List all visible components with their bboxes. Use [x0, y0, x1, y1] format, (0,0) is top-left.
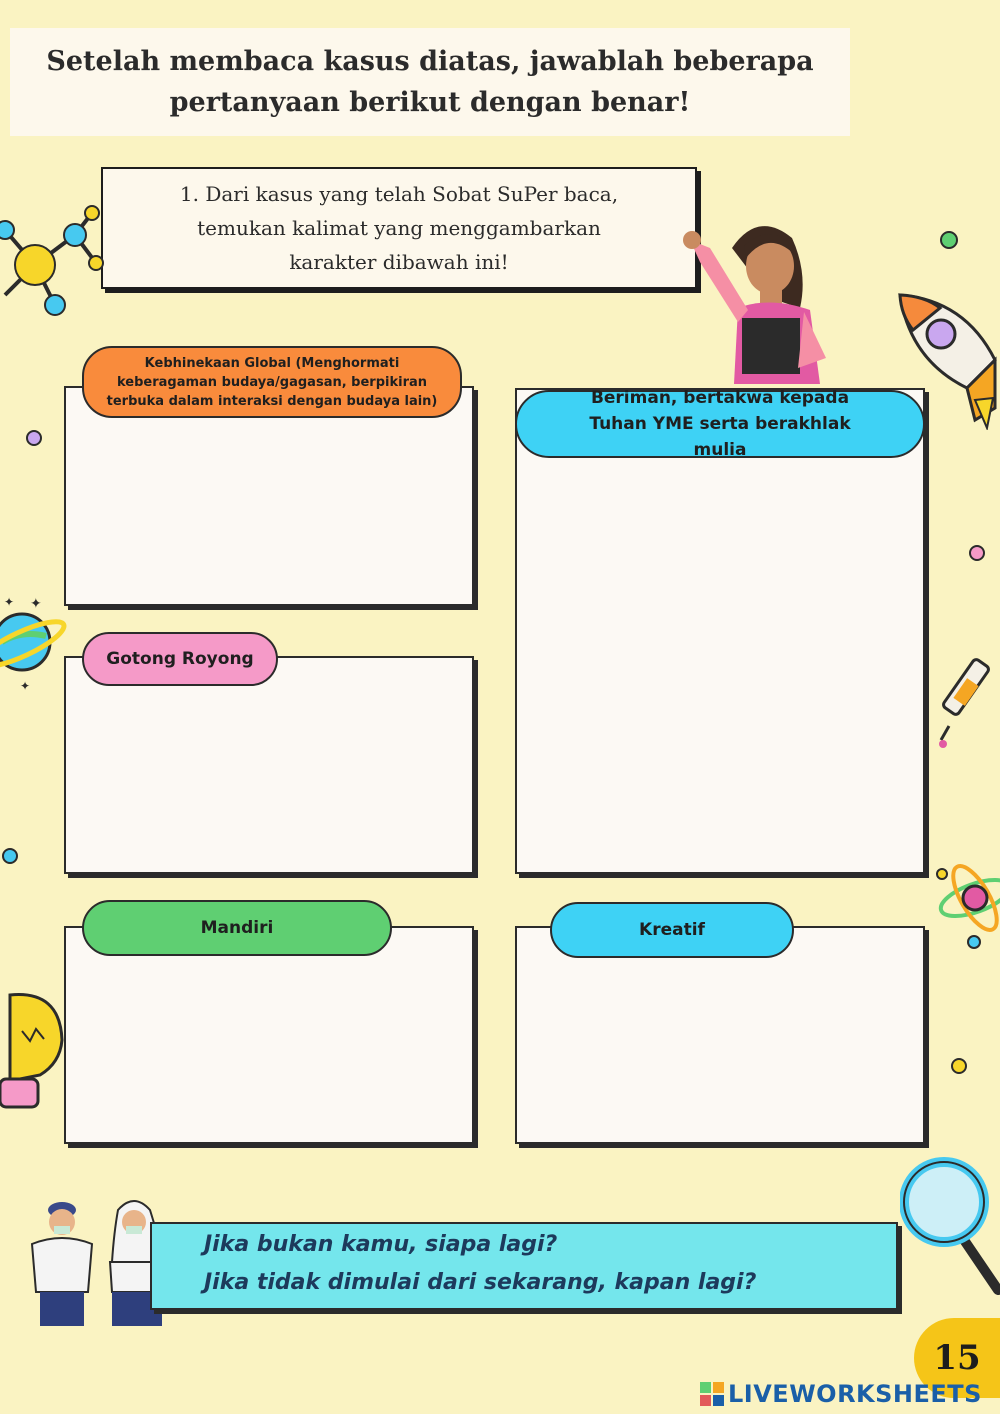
svg-text:✦: ✦	[4, 595, 15, 609]
motto-line-1: Jika bukan kamu, siapa lagi?	[204, 1232, 558, 1257]
magnifier-icon	[900, 1150, 1000, 1300]
question-text: 1. Dari kasus yang telah Sobat SuPer baca, temukan kalimat yang menggambarkan karakter dibawah ini!	[179, 182, 619, 274]
label-gotong-royong: Gotong Royong	[82, 632, 278, 686]
molecule-icon	[0, 205, 110, 325]
instruction-text: Setelah membaca kasus diatas, jawablah beberapa pertanyaan berikut dengan benar!	[46, 46, 814, 118]
label-kreatif: Kreatif	[550, 902, 794, 958]
answer-box-kebhinekaan[interactable]	[64, 386, 474, 606]
light-bulb-icon	[0, 985, 70, 1115]
decor-dot	[2, 848, 18, 864]
label-kebhinekaan: Kebhinekaan Global (Menghormati keberagaman budaya/gagasan, berpikiran terbuka dalam interaksi dengan budaya lain)	[82, 346, 462, 418]
decor-dot	[951, 1058, 967, 1074]
atom-icon	[930, 852, 1000, 952]
label-beriman: Beriman, bertakwa kepada Tuhan YME serta berakhlak mulia	[515, 390, 925, 458]
liveworksheets-watermark	[700, 1378, 982, 1410]
answer-box-kreatif[interactable]	[515, 926, 925, 1144]
liveworksheets-logo-icon	[700, 1382, 724, 1406]
decor-dot	[940, 231, 958, 249]
watermark-text: LIVEWORKSHEETS	[728, 1380, 982, 1408]
syringe-icon	[935, 648, 1000, 750]
question-box	[101, 167, 697, 289]
svg-text:✦: ✦	[20, 679, 31, 692]
answer-box-gotong-royong[interactable]	[64, 656, 474, 874]
instruction-header	[10, 28, 850, 136]
answer-box-mandiri[interactable]	[64, 926, 474, 1144]
teacher-illustration	[680, 218, 830, 384]
decor-dot	[26, 430, 42, 446]
motto-line-2: Jika tidak dimulai dari sekarang, kapan lagi?	[204, 1270, 757, 1295]
planet-icon	[0, 592, 70, 692]
label-mandiri: Mandiri	[82, 900, 392, 956]
svg-text:✦: ✦	[30, 596, 42, 612]
decor-dot	[969, 545, 985, 561]
rocket-icon	[895, 290, 1000, 430]
page-number: 15	[914, 1318, 1000, 1398]
